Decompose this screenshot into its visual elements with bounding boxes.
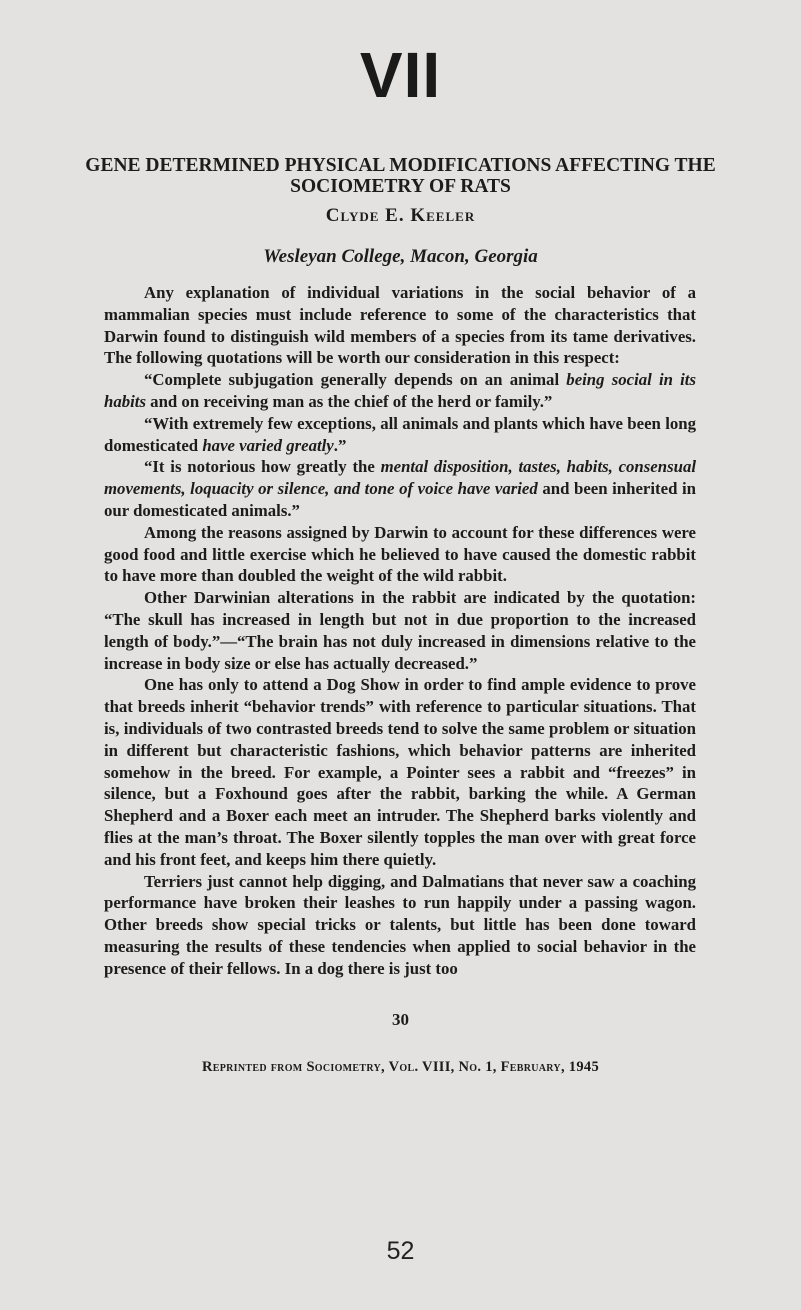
paragraph-text: .”: [333, 435, 347, 455]
author-affiliation: Wesleyan College, Macon, Georgia: [263, 246, 538, 267]
emphasized-text: mental disposition, tastes, habits, consensual movements, loquacity or silence, and tone of voice have varied: [104, 457, 696, 499]
paragraph: [104, 522, 696, 587]
paragraph-text: “Complete subjugation generally depends on an animal: [144, 370, 567, 390]
page-number: 30: [392, 1010, 409, 1029]
chapter-number: VII: [359, 39, 442, 111]
emphasized-text: being social in its habits: [104, 370, 696, 411]
paragraph-text: One has only to attend a Dog Show in order to find ample evidence to prove that breeds inherit “behavior trends” with reference to particular situations. That is, individuals of two contrasted breeds tend to solve the same problem or situation in different but characteristic fashions, which behavior patterns are inherited somehow in the breed. For example, a Pointer sees a rabbit and “freezes” in silence, but a Foxhound goes after the rabbit, barking the while. A German Shepherd and a Boxer each meet an intruder. The Shepherd barks violently and flies at the man’s throat. The Boxer silently topples the man over with great force and his front feet, and keeps him there quietly.: [104, 675, 696, 869]
paragraph-text: “With extremely few exceptions, all animals and plants which have been long domesticated: [104, 413, 696, 455]
paragraph-text: and been inherited in our domesticated animals.”: [104, 479, 696, 520]
paragraph: [104, 871, 696, 980]
paragraph-text: and on receiving man as the chief of the herd or family.”: [145, 391, 553, 411]
article-title: GENE DETERMINED PHYSICAL MODIFICATIONS AFFECTING THE SOCIOMETRY OF RATS: [85, 155, 716, 197]
emphasized-text: have varied greatly: [202, 435, 334, 455]
paragraph-text: Other Darwinian alterations in the rabbit are indicated by the quotation: “The skull has increased in length but not in due proportion to the increased length of body.”—“The brain has not duly increased in dimensions relative to the increase in body size or else has actually decreased.”: [104, 588, 696, 673]
paragraph: [104, 282, 696, 369]
quotation-paragraph: [104, 413, 696, 457]
paragraph: [104, 587, 696, 674]
quotation-paragraph: [104, 456, 696, 521]
paragraph: [104, 674, 696, 870]
reprint-note: Reprinted from Sociometry, Vol. VIII, No. 1, February, 1945: [202, 1059, 599, 1075]
quotation-paragraph: [104, 369, 696, 413]
archive-page-number: 52: [386, 1237, 415, 1265]
paragraph-text: “It is notorious how greatly the: [144, 457, 381, 477]
paragraph-text: Terriers just cannot help digging, and Dalmatians that never saw a coaching performance have broken their leashes to run happily under a passing wagon. Other breeds show special tricks or talents, but little has been done toward measuring the results of these tendencies when applied to social behavior in the presence of their fellows. In a dog there is just too: [104, 871, 696, 978]
paragraph-text: Among the reasons assigned by Darwin to account for these differences were good food and little exercise which he believed to have caused the domestic rabbit to have more than doubled the weight of the wild rabbit.: [104, 522, 696, 586]
article-body: [104, 282, 696, 980]
author-name: Clyde E. Keeler: [325, 205, 476, 226]
paragraph-text: Any explanation of individual variations in the social behavior of a mammalian species must include reference to some of the characteristics that Darwin found to distinguish wild members of a species from its tame derivatives. The following quotations will be worth our consideration in this respect:: [104, 283, 696, 368]
